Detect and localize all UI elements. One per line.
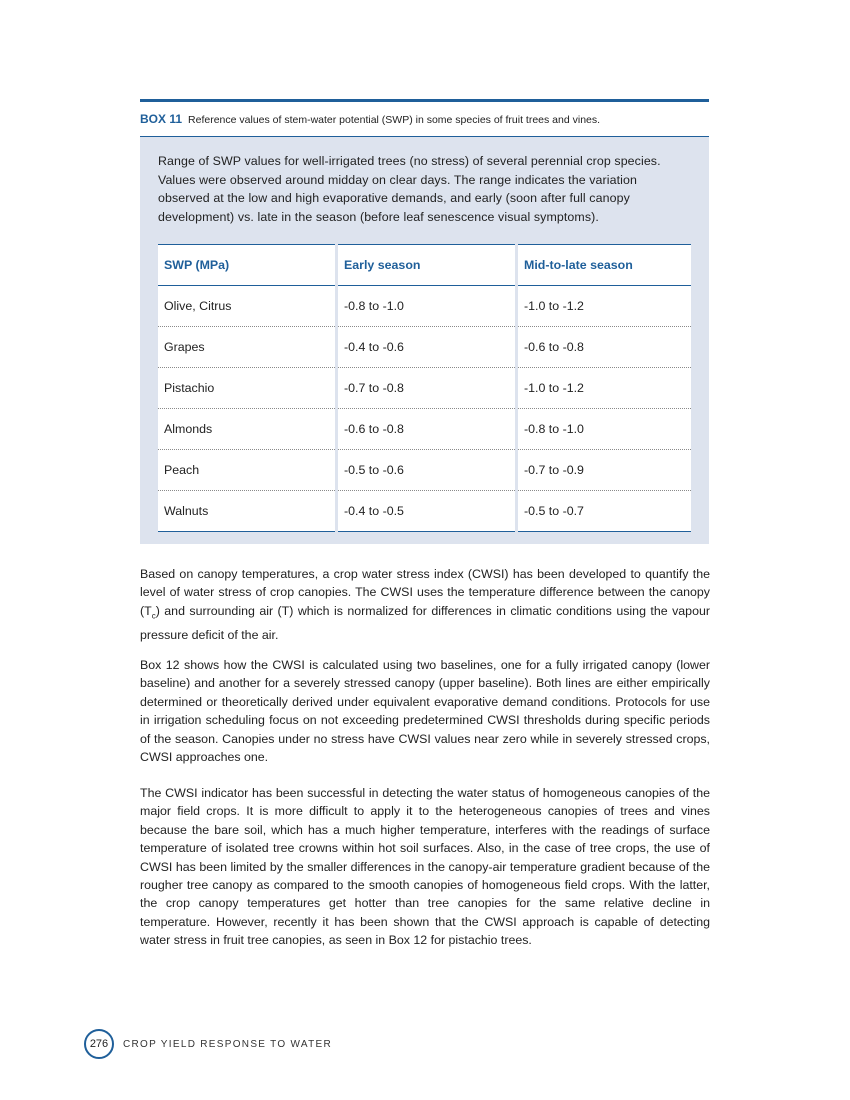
late-season-cell: -1.0 to -1.2 xyxy=(517,368,692,409)
p1-text-start: Based on canopy temperatures, a crop water stress index (CWSI) has been developed to quantify the level of water stress of crop canopies. The CWSI uses the temperature difference between the canopy (T xyxy=(140,567,710,618)
early-season-cell: -0.4 to -0.6 xyxy=(337,327,517,368)
early-season-cell: -0.7 to -0.8 xyxy=(337,368,517,409)
box-label: BOX 11 xyxy=(140,112,183,126)
early-season-cell: -0.8 to -1.0 xyxy=(337,286,517,327)
table-row xyxy=(158,286,691,327)
early-season-cell: -0.6 to -0.8 xyxy=(337,409,517,450)
crop-cell: Almonds xyxy=(158,409,337,450)
p1-text-end: ) and surrounding air (T) which is normalized for differences in climatic conditions using the vapour pressure deficit of the air. xyxy=(140,603,710,642)
column-header-swp: SWP (MPa) xyxy=(158,245,337,286)
late-season-cell: -1.0 to -1.2 xyxy=(517,286,692,327)
table-row xyxy=(158,368,691,409)
late-season-cell: -0.7 to -0.9 xyxy=(517,450,692,491)
late-season-cell: -0.5 to -0.7 xyxy=(517,491,692,532)
page-number: 276 xyxy=(89,1038,109,1050)
column-header-mid-to-late-season: Mid-to-late season xyxy=(517,245,692,286)
body-paragraph-cwsi-intro xyxy=(140,565,710,644)
canopy-subscript: c xyxy=(151,611,156,621)
running-title: CROP YIELD RESPONSE TO WATER xyxy=(123,1038,333,1050)
box-header xyxy=(140,112,709,126)
crop-cell: Walnuts xyxy=(158,491,337,532)
body-paragraph-baselines: Box 12 shows how the CWSI is calculated using two baselines, one for a fully irrigated canopy (lower baseline) and another for a severely stressed canopy (upper baseline). Both lines are either empirically determined or theoretically derived under equivalent evaporative demand conditions. Protocols for use in irrigation scheduling focus on not exceeding predetermined CWSI thresholds during specific periods of the season. Canopies under no stress have CWSI values near zero while in severely stressed crops, CWSI approaches one. xyxy=(140,658,710,765)
column-header-early-season: Early season xyxy=(337,245,517,286)
table-header-row xyxy=(158,245,691,286)
crop-cell: Peach xyxy=(158,450,337,491)
table-row xyxy=(158,327,691,368)
early-season-cell: -0.4 to -0.5 xyxy=(337,491,517,532)
late-season-cell: -0.8 to -1.0 xyxy=(517,409,692,450)
body-paragraph-cwsi-indicator: The CWSI indicator has been successful in detecting the water status of homogeneous canopies of the major field crops. It is more difficult to apply it to the heterogeneous canopies of trees and vines because the bare soil, which has a much higher temperature, interferes with the readings of surface temperature of isolated tree crowns within hot soil surfaces. Also, in the case of tree crops, the use of CWSI has been limited by the smaller differences in the canopy-air temperature gradient because of the rougher tree canopy as compared to the smooth canopies of homogeneous field crops. With the latter, the crop canopy temperatures get hotter than tree canopies for the same relative decline in temperature. However, recently it has been shown that the CWSI approach is capable of detecting water stress in fruit tree canopies, as seen in Box 12 for pistachio trees. xyxy=(140,786,710,948)
box-intro-text: Range of SWP values for well-irrigated trees (no stress) of several perennial crop species. Values were observed around midday on clear days. The range indicates the variation observed at the low and high evaporative demands, and early (soon after full canopy development) vs. late in the season (before leaf senescence visual symptoms). xyxy=(158,154,661,224)
crop-cell: Pistachio xyxy=(158,368,337,409)
table-row xyxy=(158,409,691,450)
crop-cell: Olive, Citrus xyxy=(158,286,337,327)
box-top-rule xyxy=(140,99,709,102)
crop-cell: Grapes xyxy=(158,327,337,368)
swp-table xyxy=(158,244,691,532)
box-panel xyxy=(140,137,709,544)
table-row xyxy=(158,491,691,532)
table-row xyxy=(158,450,691,491)
early-season-cell: -0.5 to -0.6 xyxy=(337,450,517,491)
box-caption: Reference values of stem-water potential (SWP) in some species of fruit trees and vines. xyxy=(188,114,601,126)
page-number-badge xyxy=(84,1029,114,1059)
late-season-cell: -0.6 to -0.8 xyxy=(517,327,692,368)
page-footer xyxy=(84,1030,332,1058)
